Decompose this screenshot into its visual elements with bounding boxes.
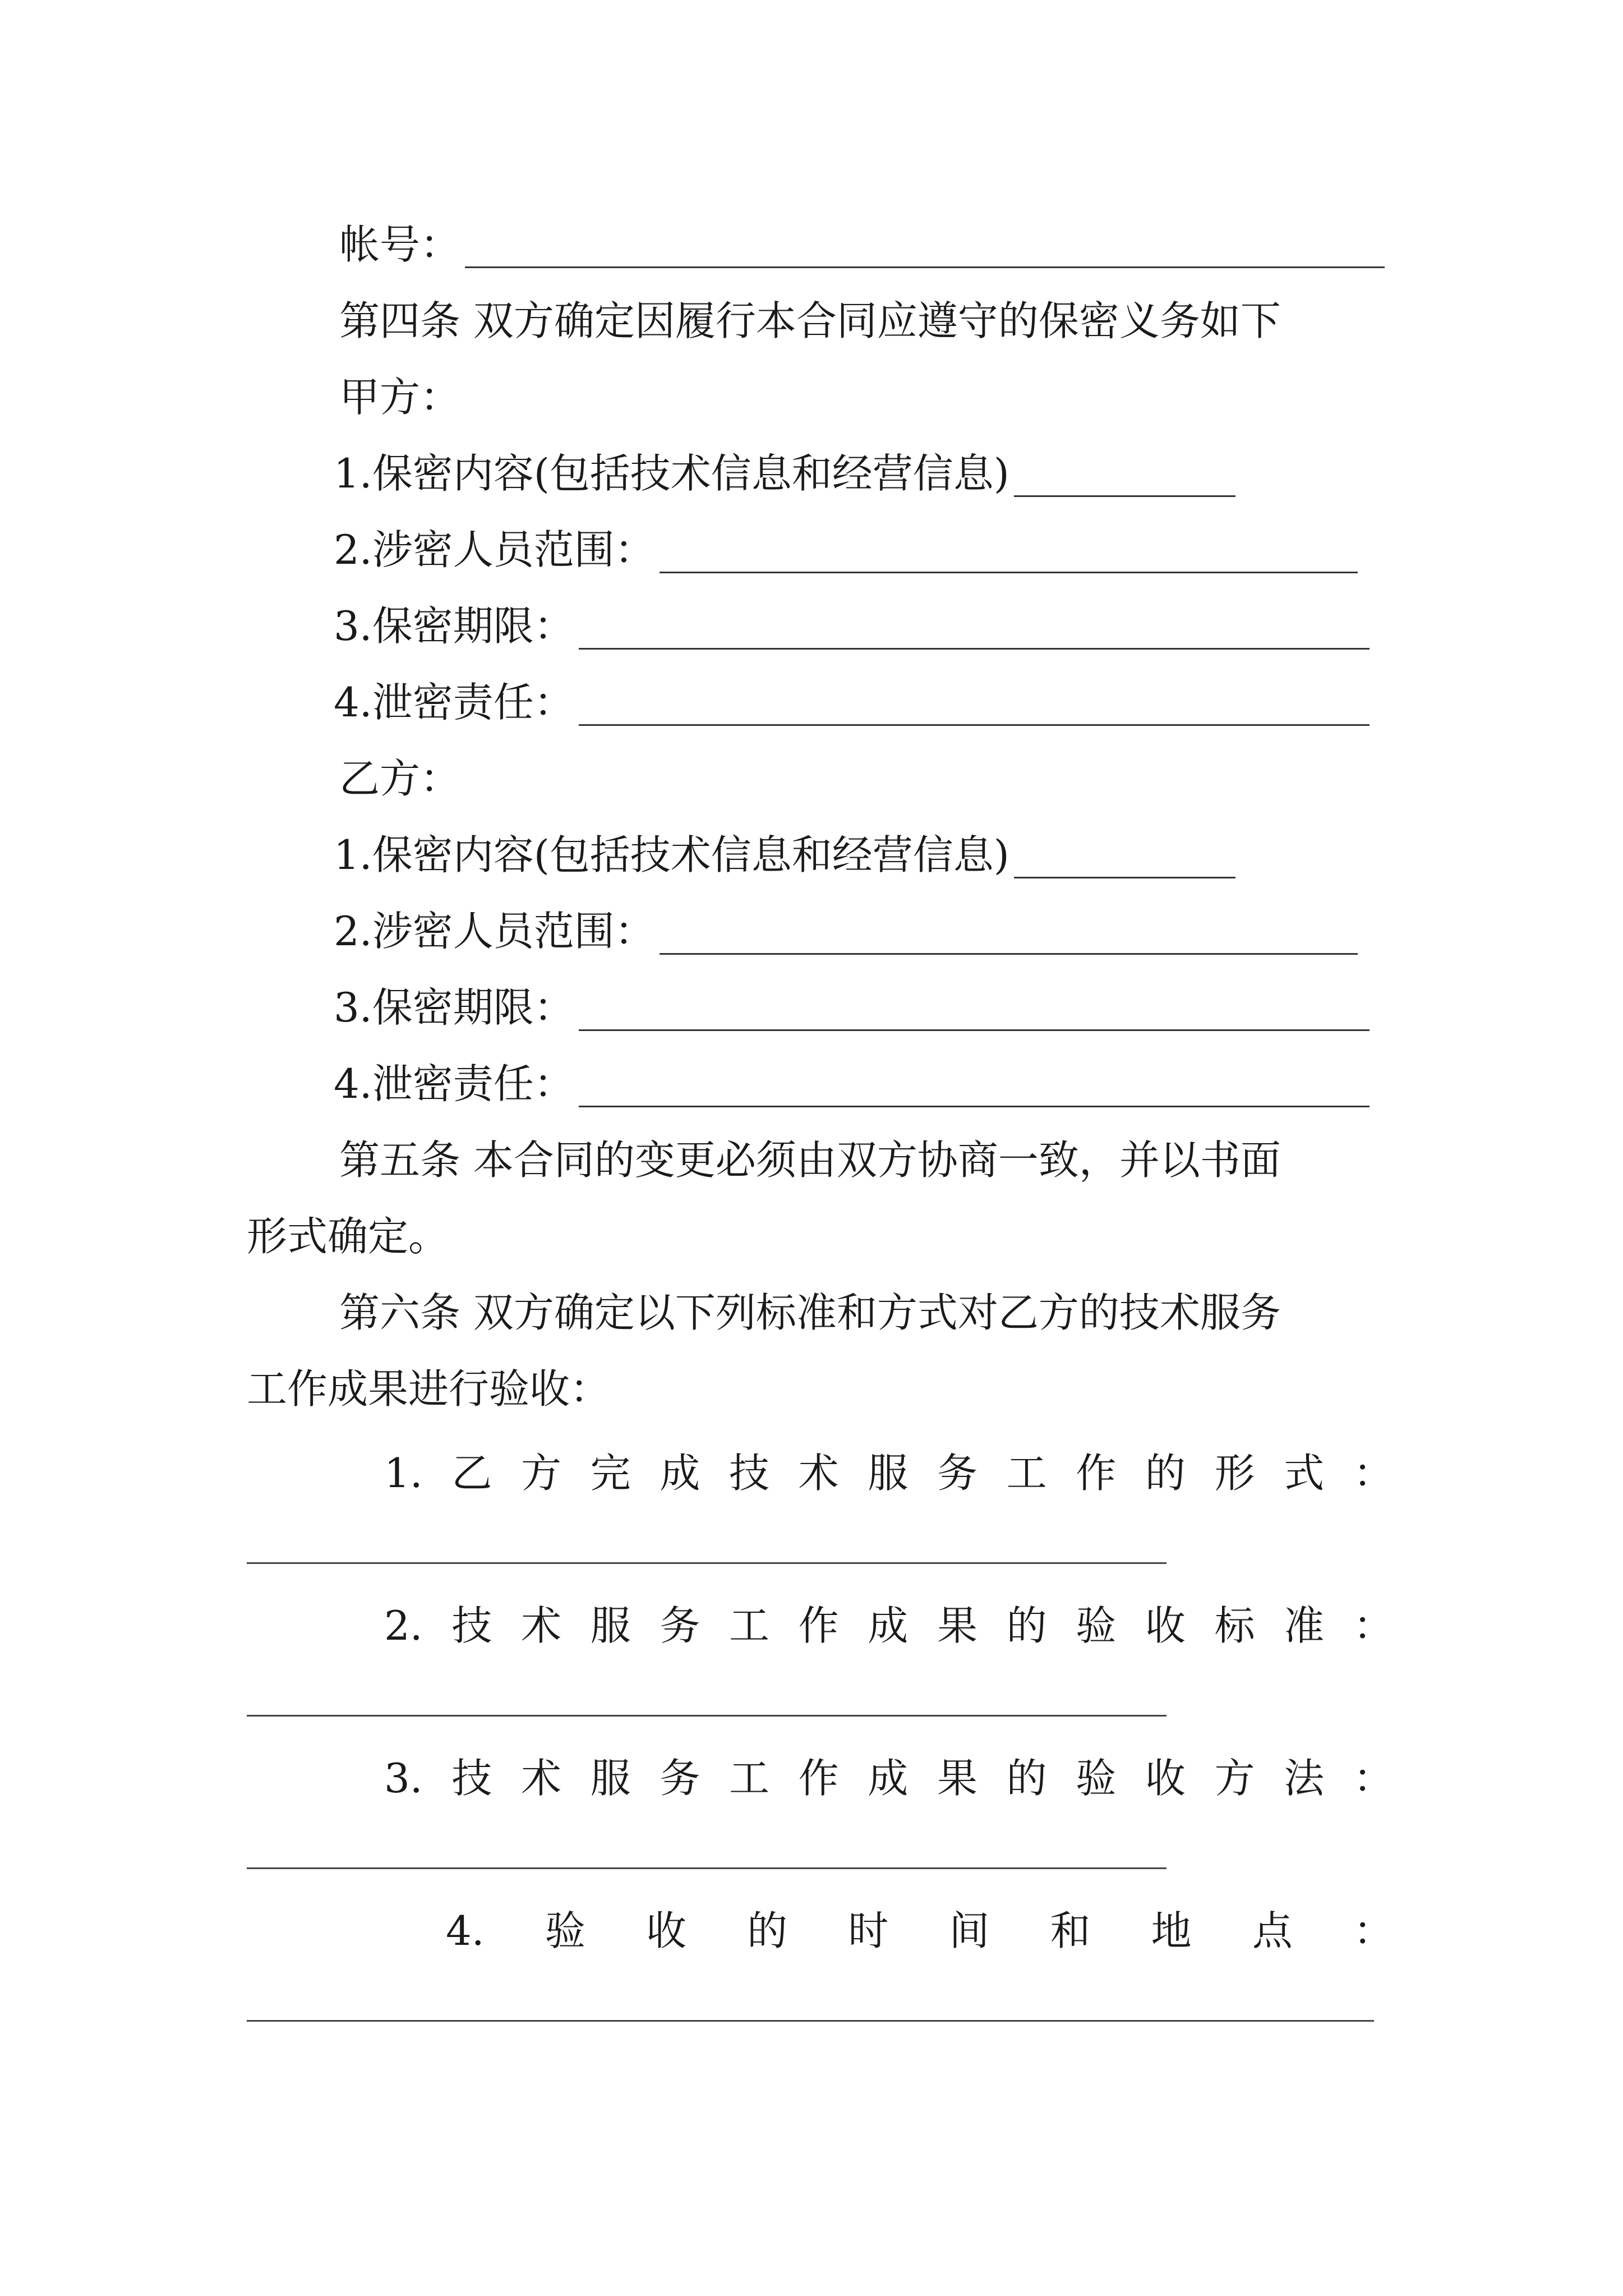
article5-line-1: 第五条 本合同的变更必须由双方协商一致，并以书面 [339, 1137, 1281, 1184]
account-label: 帐号： [339, 221, 461, 268]
article6-item-4-blank [247, 2020, 1374, 2022]
party-a-item-2: 2.涉密人员范围： [334, 517, 1358, 573]
party-a-item-1-blank [1014, 495, 1235, 497]
party-a-item-4-blank [579, 724, 1370, 726]
party-b-item-3: 3.保密期限： [334, 975, 1370, 1031]
article6-item-3: 3. 技 术 服 务 工 作 成 果 的 验 收 方 法 ： [384, 1755, 1394, 1802]
party-b-item-2: 2.涉密人员范围： [334, 899, 1358, 955]
article6-item-2: 2. 技 术 服 务 工 作 成 果 的 验 收 标 准 ： [384, 1602, 1394, 1649]
party-a-item-3-blank [579, 648, 1370, 650]
party-b-item-4: 4.泄密责任： [334, 1051, 1370, 1107]
party-a-item-2-blank [660, 572, 1358, 573]
party-b-item-4-blank [579, 1106, 1370, 1107]
article6-item-2-blank [247, 1715, 1166, 1717]
party-b-label: 乙方： [339, 755, 461, 802]
article6-item-1-blank [247, 1562, 1166, 1564]
party-a-label: 甲方： [339, 374, 461, 421]
party-b-item-3-blank [579, 1029, 1370, 1031]
article6-item-3-blank [247, 1867, 1166, 1869]
account-blank [465, 266, 1385, 268]
article6-line-2: 工作成果进行验收： [247, 1365, 611, 1412]
party-a-item-1: 1.保密内容(包括技术信息和经营信息) [334, 441, 1235, 497]
party-a-item-3: 3.保密期限： [334, 593, 1370, 650]
party-b-item-1: 1.保密内容(包括技术信息和经营信息) [334, 822, 1235, 878]
article4-heading: 第四条 双方确定因履行本合同应遵守的保密义务如下 [339, 297, 1281, 344]
party-a-item-4: 4.泄密责任： [334, 670, 1370, 726]
party-b-item-1-blank [1014, 877, 1235, 878]
account-line [339, 212, 1394, 268]
article6-line-1: 第六条 双方确定以下列标准和方式对乙方的技术服务 [339, 1289, 1281, 1336]
article6-item-4: 4. 验 收 的 时 间 和 地 点 ： [446, 1907, 1394, 1954]
article6-item-1: 1. 乙 方 完 成 技 术 服 务 工 作 的 形 式 ： [384, 1450, 1394, 1497]
article5-line-2: 形式确定。 [247, 1213, 449, 1260]
party-b-item-2-blank [660, 953, 1358, 955]
